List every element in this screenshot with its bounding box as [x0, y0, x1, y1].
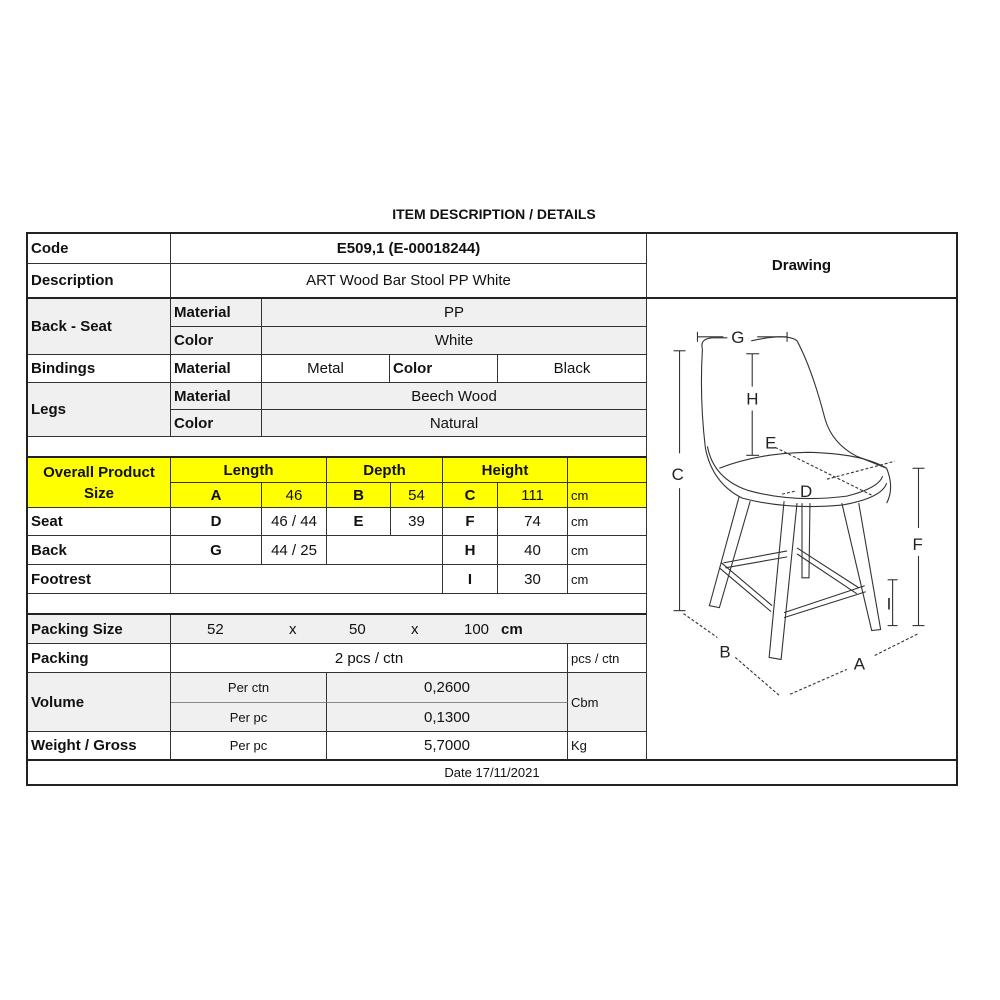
- packing-height: 100: [464, 620, 490, 638]
- description-value: ART Wood Bar Stool PP White: [171, 264, 647, 299]
- overall-a-letter: A: [171, 483, 262, 508]
- seat-label: Seat: [28, 508, 171, 536]
- footrest-i-value: 30: [498, 565, 568, 594]
- dimension-c: [672, 351, 686, 611]
- volume-per-ctn-value: 0,2600: [327, 673, 568, 703]
- packing-unit: pcs / ctn: [568, 644, 647, 673]
- footrest-empty: [171, 565, 443, 594]
- legs-material: Beech Wood: [262, 383, 647, 410]
- back-seat-color: White: [262, 327, 647, 355]
- seat-d-value: 46 / 44: [262, 508, 327, 536]
- bindings-label: Bindings: [28, 355, 171, 383]
- volume-per-pc-label: Per pc: [171, 703, 327, 732]
- overall-b-letter: B: [327, 483, 391, 508]
- code-label: Code: [28, 234, 171, 264]
- bindings-material-label: Material: [171, 355, 262, 383]
- legs-label: Legs: [28, 383, 171, 437]
- bindings-material: Metal: [262, 355, 390, 383]
- legs-color-label: Color: [171, 410, 262, 437]
- volume-unit: Cbm: [568, 673, 647, 732]
- dim-label-a: A: [853, 654, 866, 674]
- back-g-letter: G: [171, 536, 262, 565]
- overall-b-value: 54: [391, 483, 443, 508]
- back-g-value: 44 / 25: [262, 536, 327, 565]
- legs-material-label: Material: [171, 383, 262, 410]
- packing-size-label: Packing Size: [28, 615, 171, 644]
- dim-label-h: H: [746, 389, 759, 409]
- code-value: E509,1 (E-00018244): [171, 234, 647, 264]
- spacer-row-2: [28, 594, 647, 615]
- dimension-i: [887, 580, 898, 626]
- description-label: Description: [28, 264, 171, 299]
- back-seat-label: Back - Seat: [28, 299, 171, 355]
- packing-size-value: [171, 615, 647, 644]
- chair-legs: [709, 496, 880, 662]
- bindings-color: Black: [498, 355, 647, 383]
- packing-x1: x: [289, 620, 297, 638]
- dimension-e-d: [775, 447, 894, 495]
- weight-unit: Kg: [568, 732, 647, 761]
- bindings-color-label: Color: [390, 355, 498, 383]
- height-header: Height: [443, 458, 568, 483]
- packing-width: 50: [349, 620, 366, 638]
- seat-unit: cm: [568, 508, 647, 536]
- overall-size-label: Overall Product Size: [28, 458, 171, 508]
- dimension-f: [913, 468, 925, 625]
- footrest-unit: cm: [568, 565, 647, 594]
- drawing-header: Drawing: [647, 234, 956, 299]
- back-label: Back: [28, 536, 171, 565]
- back-seat-material: PP: [262, 299, 647, 327]
- seat-e-value: 39: [391, 508, 443, 536]
- dim-label-c: C: [671, 465, 684, 485]
- overall-c-letter: C: [443, 483, 498, 508]
- legs-color: Natural: [262, 410, 647, 437]
- back-seat-color-label: Color: [171, 327, 262, 355]
- back-unit: cm: [568, 536, 647, 565]
- overall-c-value: 111: [498, 483, 568, 508]
- dim-label-b: B: [719, 642, 731, 662]
- dimension-h: [746, 354, 759, 456]
- dim-label-i: I: [886, 594, 892, 614]
- volume-per-pc-value: 0,1300: [327, 703, 568, 732]
- weight-value: 5,7000: [327, 732, 568, 761]
- dim-label-d: D: [800, 482, 813, 502]
- seat-f-letter: F: [443, 508, 498, 536]
- seat-d-letter: D: [171, 508, 262, 536]
- chair-drawing: [647, 299, 958, 761]
- weight-per-pc-label: Per pc: [171, 732, 327, 761]
- dim-label-g: G: [731, 327, 745, 347]
- weight-label: Weight / Gross: [28, 732, 171, 761]
- seat-e-letter: E: [327, 508, 391, 536]
- packing-value: 2 pcs / ctn: [171, 644, 568, 673]
- document-title: ITEM DESCRIPTION / DETAILS: [392, 206, 596, 222]
- seat-f-value: 74: [498, 508, 568, 536]
- packing-size-unit: cm: [501, 620, 523, 638]
- dim-label-f: F: [912, 534, 923, 554]
- unit-header-empty: [568, 458, 647, 483]
- back-depth-empty: [327, 536, 443, 565]
- volume-label: Volume: [28, 673, 171, 732]
- date-footer: Date 17/11/2021: [444, 765, 540, 780]
- overall-unit: cm: [568, 483, 647, 508]
- back-h-value: 40: [498, 536, 568, 565]
- dim-label-e: E: [765, 433, 777, 453]
- back-h-letter: H: [443, 536, 498, 565]
- packing-length: 52: [207, 620, 224, 638]
- depth-header: Depth: [327, 458, 443, 483]
- footrest-i-letter: I: [443, 565, 498, 594]
- overall-a-value: 46: [262, 483, 327, 508]
- packing-x2: x: [411, 620, 419, 638]
- length-header: Length: [171, 458, 327, 483]
- spacer-row: [28, 437, 647, 458]
- volume-per-ctn-label: Per ctn: [171, 673, 327, 703]
- dimension-b: [684, 614, 780, 696]
- footrest-label: Footrest: [28, 565, 171, 594]
- back-seat-material-label: Material: [171, 299, 262, 327]
- packing-label: Packing: [28, 644, 171, 673]
